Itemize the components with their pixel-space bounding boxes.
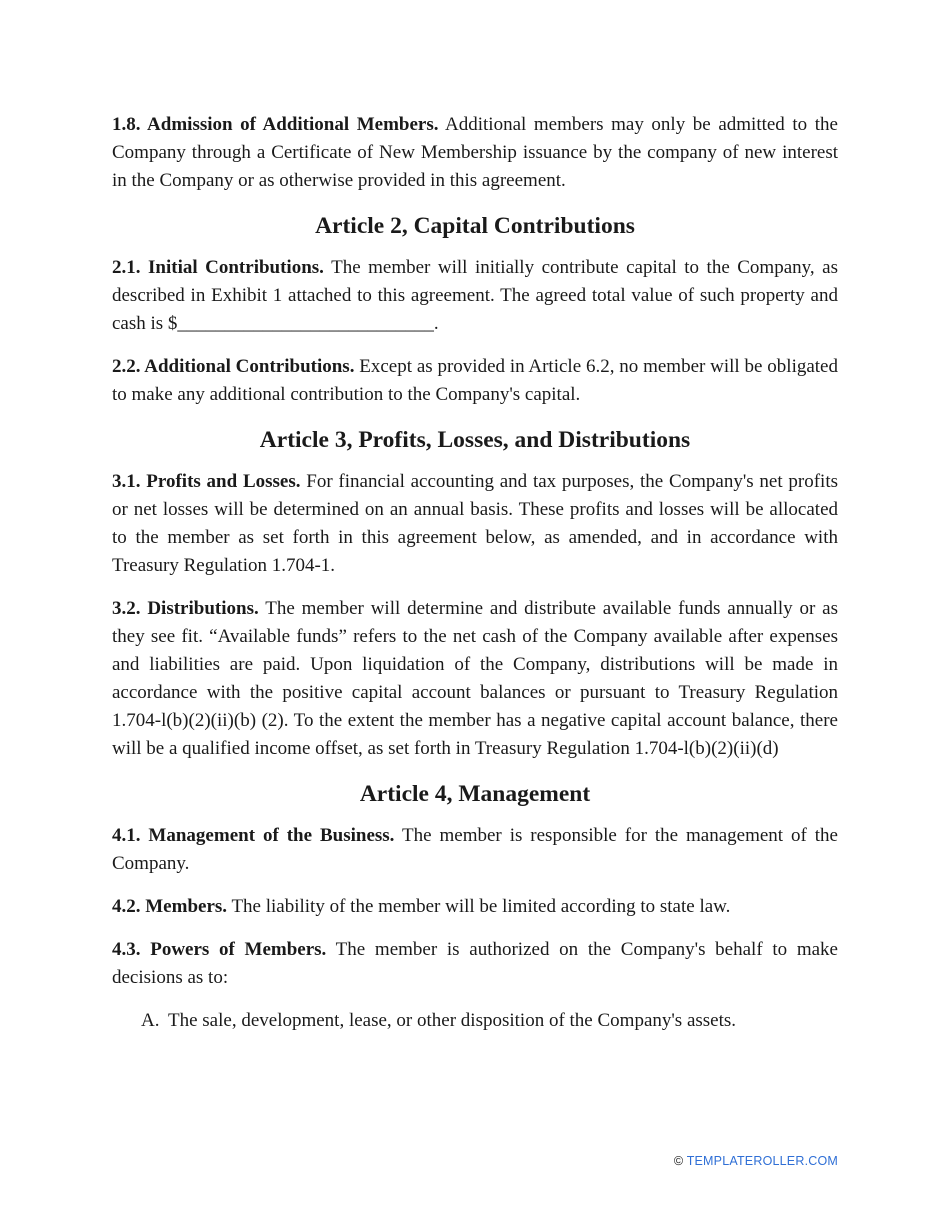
- section-label: 4.3. Powers of Members.: [112, 939, 327, 960]
- section-text: Additional members may only be admitted to the Company through a Certificate of New Membership issuance by the company of new interest in the Company or as otherwise provided in this agreement.: [112, 114, 838, 191]
- section-4-1: [112, 822, 838, 878]
- section-1-8: [112, 111, 838, 195]
- section-label: 2.1. Initial Contributions.: [112, 257, 324, 278]
- section-label: 3.1. Profits and Losses.: [112, 471, 301, 492]
- section-text: The member is responsible for the management of the Company.: [112, 825, 838, 874]
- section-label: 4.1. Management of the Business.: [112, 825, 395, 846]
- section-3-2: [112, 595, 838, 763]
- section-text: Except as provided in Article 6.2, no member will be obligated to make any additional contribution to the Company's capital.: [112, 356, 838, 405]
- section-label: 3.2. Distributions.: [112, 598, 259, 619]
- section-text: The member will determine and distribute available funds annually or as they see fit. “Available funds” refers to the net cash of the Company available after expenses and liabilities are paid. Upon liquidation of the Company, distributions will be made in accordance with the positive capital account balances or pursuant to Treasury Regulation 1.704-l(b)(2)(ii)(b) (2). To the extent the member has a negative capital account balance, there will be a qualified income offset, as set forth in Treasury Regulation 1.704-l(b)(2)(ii)(d): [112, 598, 838, 759]
- list-item: [141, 1007, 838, 1035]
- footer-watermark: [674, 1154, 838, 1168]
- section-label: 1.8. Admission of Additional Members.: [112, 114, 439, 135]
- section-text: For financial accounting and tax purposes, the Company's net profits or net losses will be determined on an annual basis. These profits and losses will be allocated to the member as set forth in this agreement below, as amended, and in accordance with Treasury Regulation 1.704-1.: [112, 471, 838, 576]
- section-label: 2.2. Additional Contributions.: [112, 356, 355, 377]
- section-text: The member will initially contribute capital to the Company, as described in Exhibit 1 attached to this agreement. The agreed total value of such property and cash is $___________________________.: [112, 257, 838, 334]
- article-4-heading: Article 4, Management: [359, 781, 591, 807]
- list-item-text: The sale, development, lease, or other disposition of the Company's assets.: [168, 1010, 737, 1031]
- list-marker: A.: [141, 1010, 160, 1031]
- article-2-heading: Article 2, Capital Contributions: [315, 213, 635, 239]
- document-page: [112, 111, 838, 1035]
- section-4-3: [112, 936, 838, 992]
- section-3-1: [112, 468, 838, 580]
- section-text: The liability of the member will be limited according to state law.: [227, 896, 731, 917]
- section-2-1: [112, 254, 838, 338]
- copyright-symbol: ©: [673, 1154, 684, 1168]
- article-3-heading: Article 3, Profits, Losses, and Distributions: [259, 427, 691, 453]
- section-text: The member is authorized on the Company's behalf to make decisions as to:: [112, 939, 838, 988]
- site-link[interactable]: TEMPLATEROLLER.COM: [686, 1154, 838, 1168]
- section-4-2: [112, 893, 838, 921]
- section-2-2: [112, 353, 838, 409]
- section-label: 4.2. Members.: [112, 896, 228, 917]
